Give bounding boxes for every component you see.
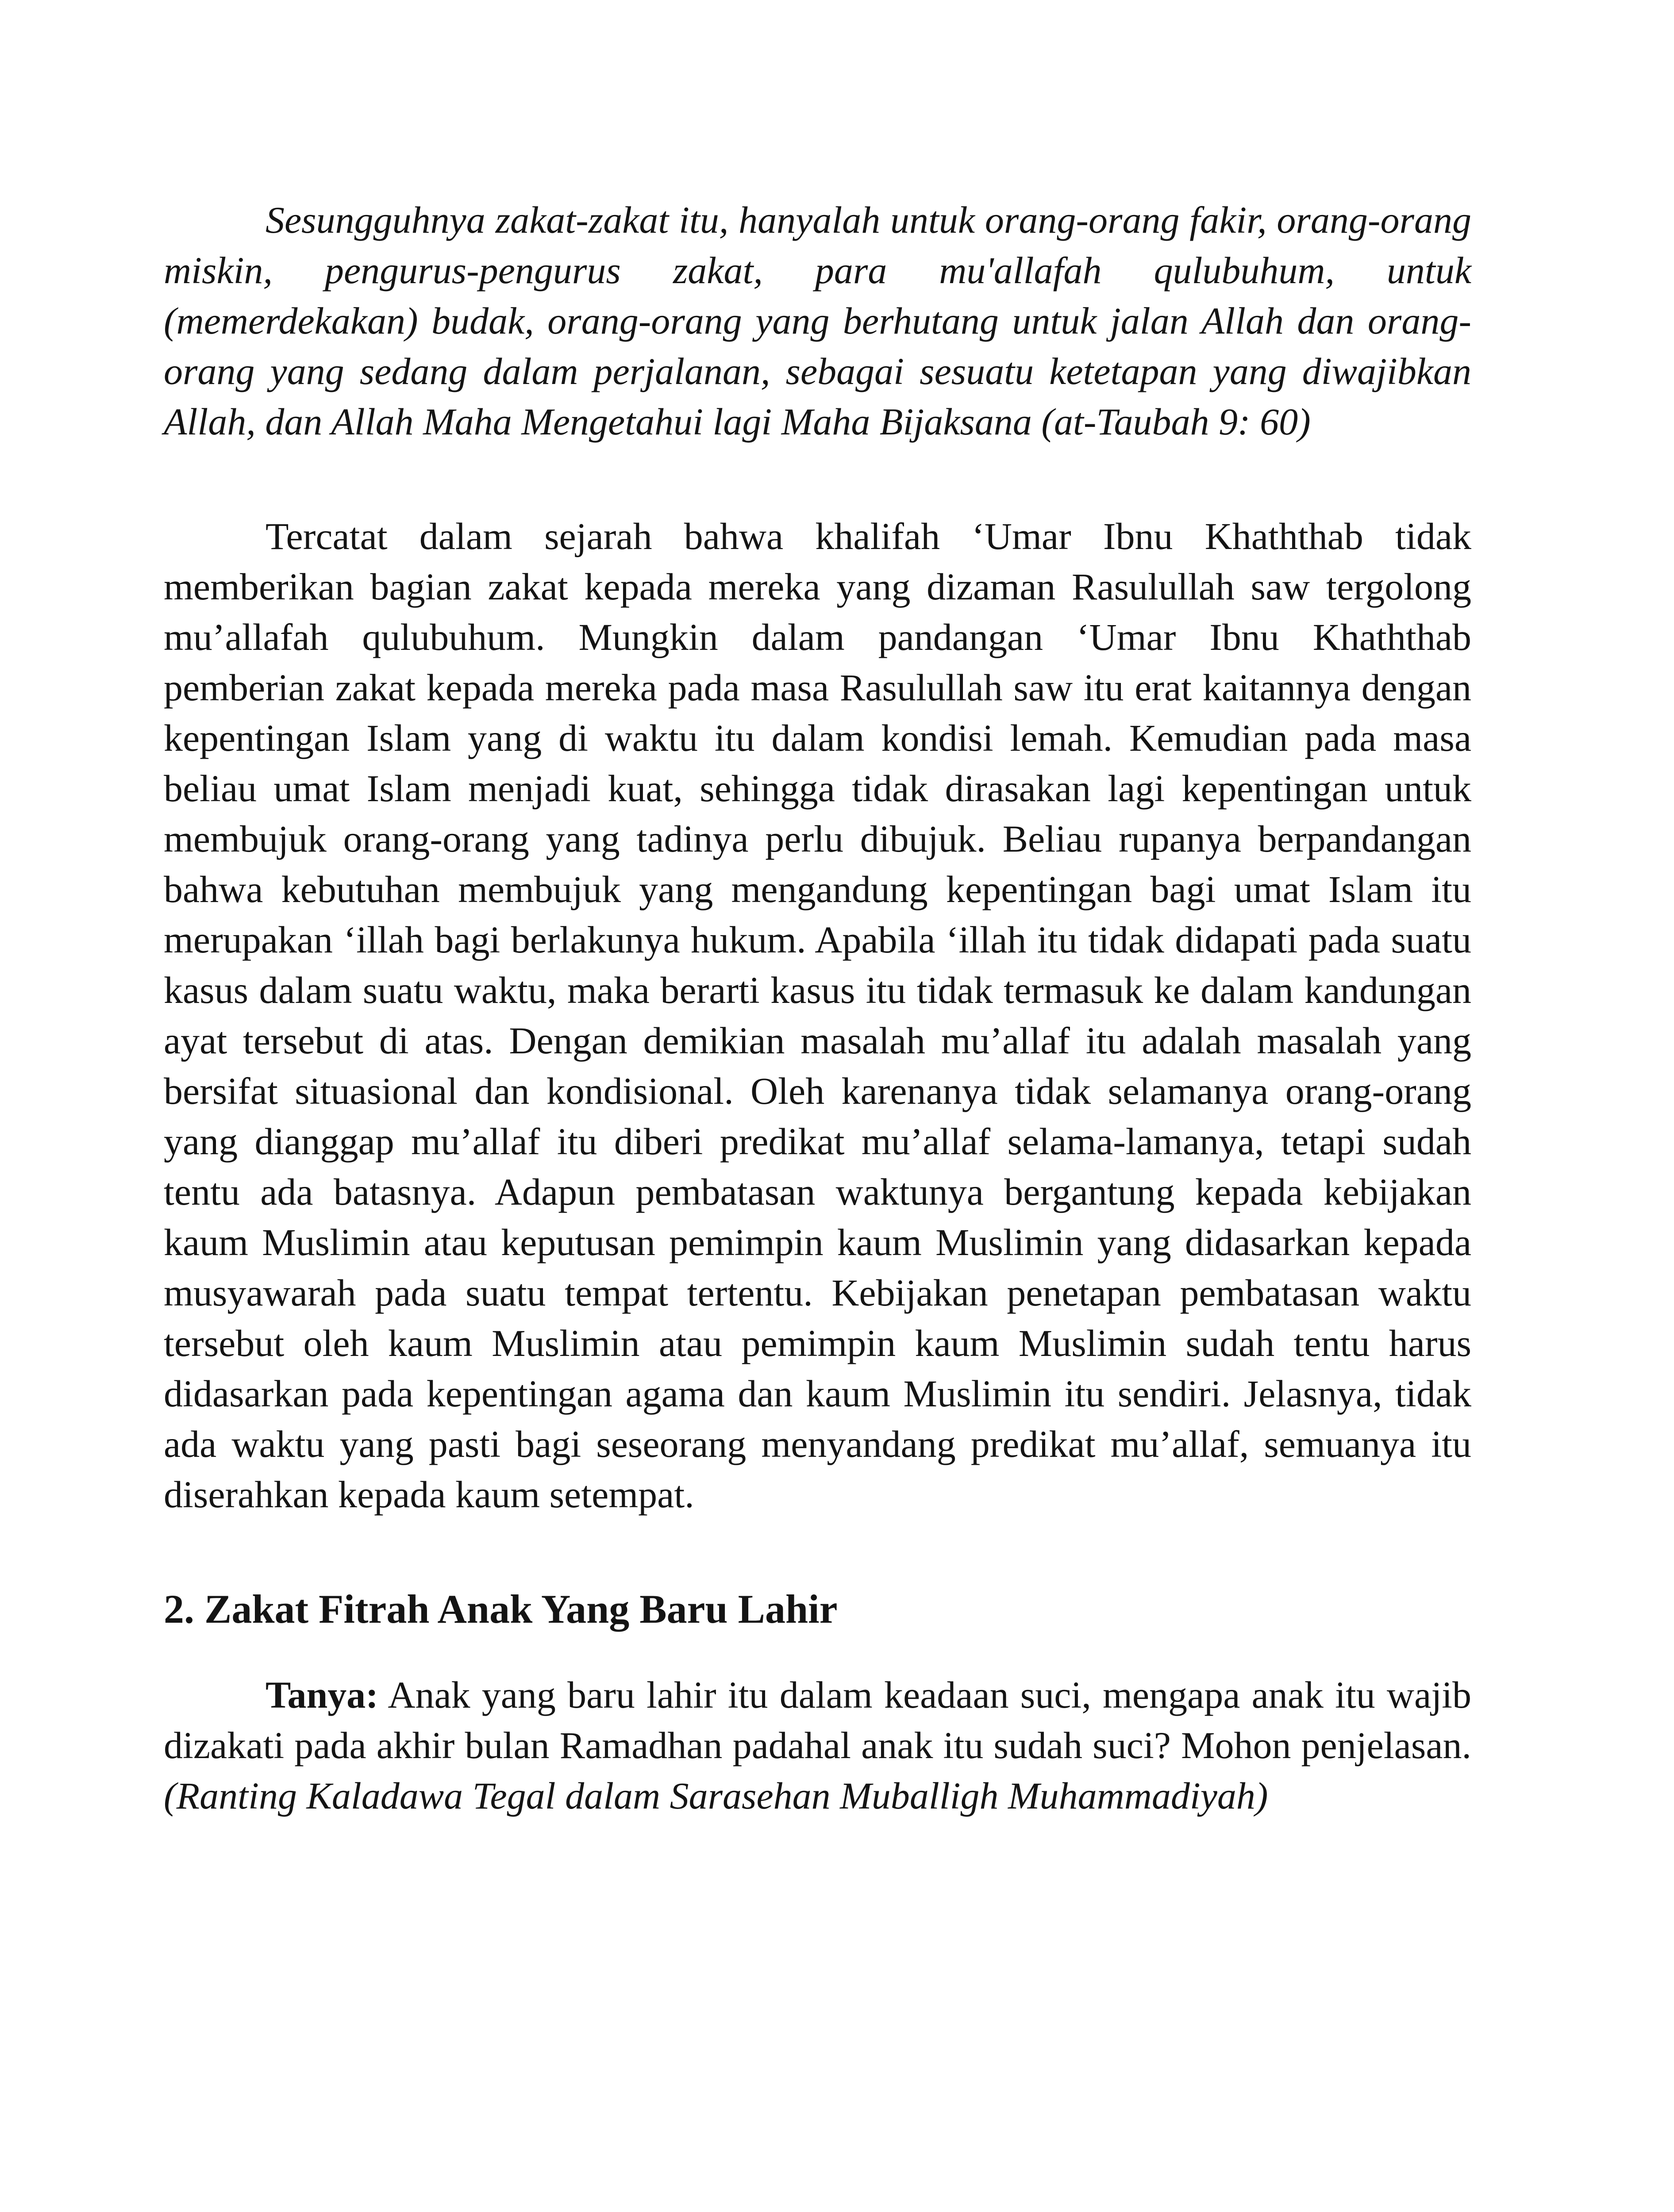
quran-quote: Sesungguhnya zakat-zakat itu, hanyalah untuk orang-orang fakir, orang-orang miskin, pengurus-pengurus zakat, para mu'allafah qulubuhum, untuk (memerdekakan) budak, orang-orang yang berhutang untuk jalan Allah dan orang-orang yang sedang dalam perjalanan, sebagai sesuatu ketetapan yang diwajibkan Allah, dan Allah Maha Mengetahui lagi Maha Bijaksana (at-Taubah 9: 60) [164,199,1471,443]
question-text: Anak yang baru lahir itu dalam keadaan suci, mengapa anak itu wajib dizakati pada akhir bulan Ramadhan padahal anak itu sudah suci? Mohon penjelasan. [164,1674,1471,1767]
body-paragraph: Tercatat dalam sejarah bahwa khalifah ‘Umar Ibnu Khaththab tidak memberikan bagian zakat kepada mereka yang dizaman Rasulullah saw tergolong mu’allafah qulubuhum. Mungkin dalam pandangan ‘Umar Ibnu Khaththab pemberian zakat kepada mereka pada masa Rasulullah saw itu erat kaitannya dengan kepentingan Islam yang di waktu itu dalam kondisi lemah. Kemudian pada masa beliau umat Islam menjadi kuat, sehingga tidak dirasakan lagi kepentingan untuk membujuk orang-orang yang tadinya perlu dibujuk. Beliau rupanya berpandangan bahwa kebutuhan membujuk yang mengandung kepentingan bagi umat Islam itu merupakan ‘illah bagi berlakunya hukum. Apabila ‘illah itu tidak didapati pada suatu kasus dalam suatu waktu, maka berarti kasus itu tidak termasuk ke dalam kandungan ayat tersebut di atas. Dengan demikian masalah mu’allaf itu adalah masalah yang bersifat situasional dan kondisional. Oleh karenanya tidak selamanya orang-orang yang dianggap mu’allaf itu diberi predikat mu’allaf selama-lamanya, tetapi sudah tentu ada batasnya. Adapun pembatasan waktunya bergantung kepada kebijakan kaum Muslimin atau keputusan pemimpin kaum Muslimin yang didasarkan kepada musyawarah pada suatu tempat tertentu. Kebijakan penetapan pembatasan waktu tersebut oleh kaum Muslimin atau pemimpin kaum Muslimin sudah tentu harus didasarkan pada kepentingan agama dan kaum Muslimin itu sendiri. Jelasnya, tidak ada waktu yang pasti bagi seseorang menyandang predikat mu’allaf, semuanya itu diserahkan kepada kaum setempat. [164,515,1471,1516]
page-content [164,195,1471,1821]
question-label: Tanya: [266,1674,378,1716]
section-heading: 2. Zakat Fitrah Anak Yang Baru Lahir [164,1586,838,1632]
question-paragraph [164,1670,1471,1821]
question-source: (Ranting Kaladawa Tegal dalam Sarasehan Muballigh Muhammadiyah) [164,1774,1268,1817]
